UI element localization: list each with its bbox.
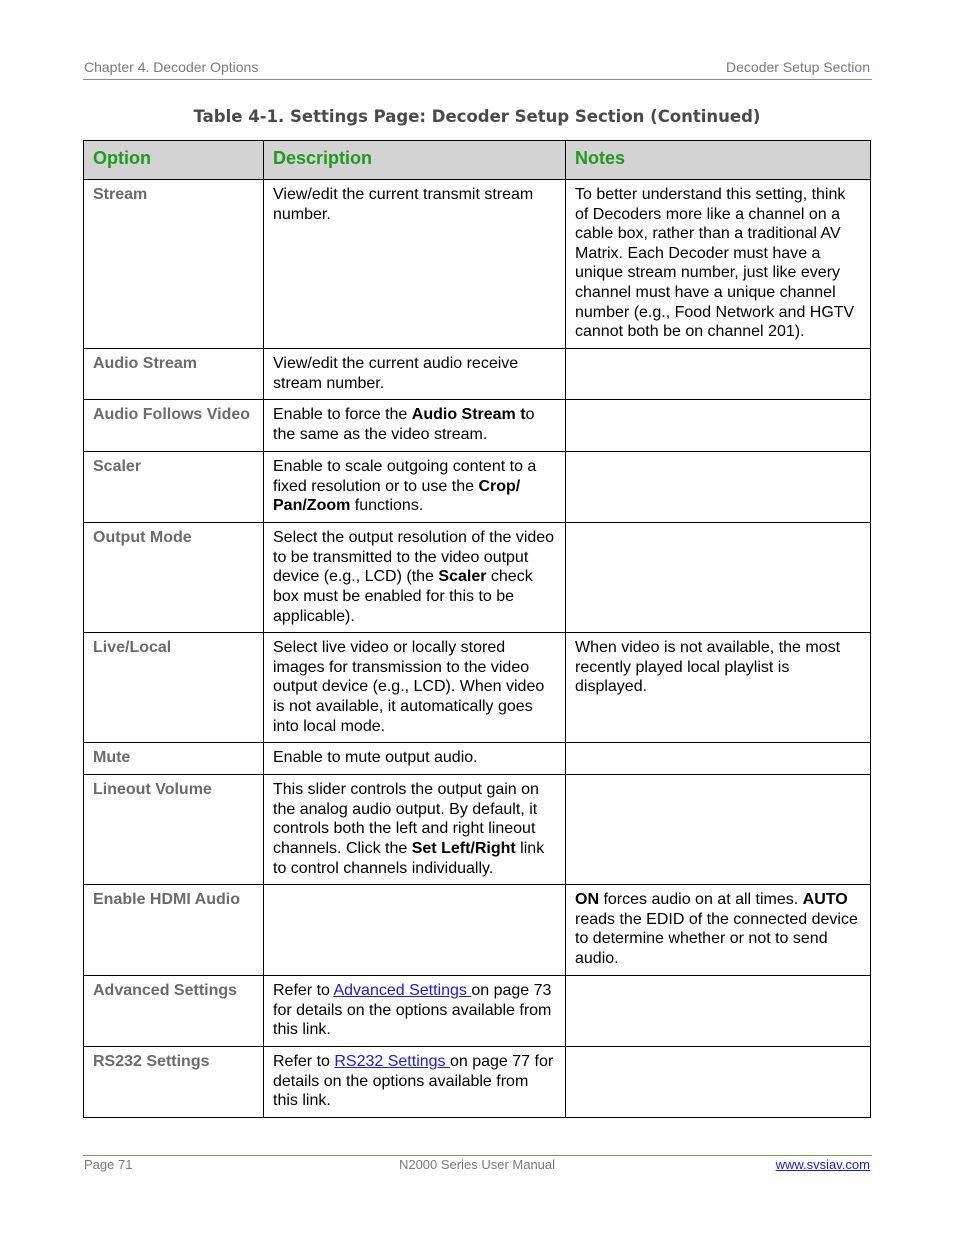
- table-row: [84, 1047, 871, 1118]
- description-text: Select the output resolution of the video to be transmitted to the video output device (e.g., LCD) (the: [273, 529, 555, 586]
- option-cell: Mute: [84, 743, 264, 775]
- table-row: [84, 743, 871, 775]
- option-cell: Scaler: [84, 452, 264, 523]
- notes-cell: [566, 523, 871, 633]
- description-cell: View/edit the current transmit stream number.: [264, 180, 566, 349]
- decoder-setup-table: [83, 140, 871, 1118]
- table-row: [84, 885, 871, 976]
- description-text: This slider controls the output gain on the analog audio output. By default, it controls both the left and right lineout channels. Click the: [273, 781, 539, 857]
- notes-cell: [566, 775, 871, 885]
- description-text: Refer to: [273, 1053, 335, 1071]
- description-cell: Select live video or locally stored images for transmission to the video output device (e.g., LCD). When video is not available, it automatically goes into local mode.: [264, 633, 566, 743]
- notes-text: reads the EDID of the connected device to determine whether or not to send audio.: [575, 910, 858, 967]
- ui-term: ON: [575, 891, 599, 909]
- column-header-description: Description: [264, 141, 566, 180]
- description-text: on page 77 for details on the options available from this link.: [273, 1053, 554, 1110]
- table-row: [84, 633, 871, 743]
- notes-text: forces audio on at all times.: [599, 891, 803, 909]
- option-cell: Lineout Volume: [84, 775, 264, 885]
- notes-cell: [566, 885, 871, 976]
- description-text: on page 73 for details on the options available from this link.: [273, 982, 552, 1039]
- column-header-option: Option: [84, 141, 264, 180]
- running-header-section: Decoder Setup Section: [726, 59, 870, 75]
- description-text: Refer to: [273, 982, 334, 1000]
- ui-term: Scaler: [438, 568, 487, 586]
- description-text: Enable to scale outgoing content to a fixed resolution or to use the: [273, 458, 537, 495]
- table-header-row: [84, 141, 871, 180]
- manual-title: N2000 Series User Manual: [398, 1157, 556, 1172]
- option-cell: Live/Local: [84, 633, 264, 743]
- notes-cell: [566, 976, 871, 1047]
- table-row: [84, 976, 871, 1047]
- description-text: link to control channels individually.: [273, 839, 545, 877]
- notes-cell: [566, 400, 871, 452]
- option-cell: Enable HDMI Audio: [84, 885, 264, 976]
- description-cell: Enable to mute output audio.: [264, 743, 566, 775]
- website-link[interactable]: www.svsiav.com: [775, 1157, 870, 1172]
- description-text: Enable to force the: [273, 406, 412, 424]
- notes-cell: [566, 743, 871, 775]
- option-cell: Audio Follows Video: [84, 400, 264, 452]
- table-row: [84, 452, 871, 523]
- advanced-settings-link[interactable]: Advanced Settings: [333, 982, 472, 1000]
- notes-cell: When video is not available, the most recently played local playlist is displayed.: [566, 633, 871, 743]
- description-cell: [264, 400, 566, 452]
- option-cell: Output Mode: [84, 523, 264, 633]
- description-cell: [264, 523, 566, 633]
- table-row: [84, 775, 871, 885]
- description-cell: View/edit the current audio receive stream number.: [264, 349, 566, 400]
- option-cell: RS232 Settings: [84, 1047, 264, 1118]
- table-row: [84, 349, 871, 400]
- page-number: Page 71: [84, 1157, 133, 1172]
- running-header-chapter: Chapter 4. Decoder Options: [84, 59, 259, 75]
- description-cell: [264, 1047, 566, 1118]
- notes-cell: [566, 1047, 871, 1118]
- header-rule: [83, 79, 872, 80]
- ui-term: AUTO: [802, 891, 848, 909]
- notes-cell: [566, 452, 871, 523]
- rs232-settings-link[interactable]: RS232 Settings: [334, 1053, 450, 1071]
- description-text: functions.: [350, 497, 424, 515]
- description-text: check box must be enabled for this to be applicable).: [273, 568, 533, 625]
- notes-cell: [566, 349, 871, 400]
- description-cell: [264, 976, 566, 1047]
- table-caption: Table 4-1. Settings Page: Decoder Setup Section (Continued): [193, 107, 761, 126]
- column-header-notes: Notes: [566, 141, 871, 180]
- option-cell: Audio Stream: [84, 349, 264, 400]
- table-row: [84, 400, 871, 452]
- ui-term: Crop/ Pan/Zoom: [273, 477, 521, 515]
- option-cell: Advanced Settings: [84, 976, 264, 1047]
- description-cell: [264, 885, 566, 976]
- option-cell: Stream: [84, 180, 264, 349]
- footer-rule: [83, 1155, 872, 1156]
- table-row: [84, 523, 871, 633]
- ui-term: Audio Stream t: [411, 406, 526, 424]
- description-cell: [264, 775, 566, 885]
- description-text: o the same as the video stream.: [273, 406, 535, 443]
- notes-cell: To better understand this setting, think of Decoders more like a channel on a cable box, rather than a traditional AV Matrix. Each Decoder must have a unique stream number, just like every channel must have a unique channel number (e.g., Food Network and HGTV cannot both be on channel 201).: [566, 180, 871, 349]
- ui-term: Set Left/Right: [411, 839, 516, 857]
- description-cell: [264, 452, 566, 523]
- table-row: [84, 180, 871, 349]
